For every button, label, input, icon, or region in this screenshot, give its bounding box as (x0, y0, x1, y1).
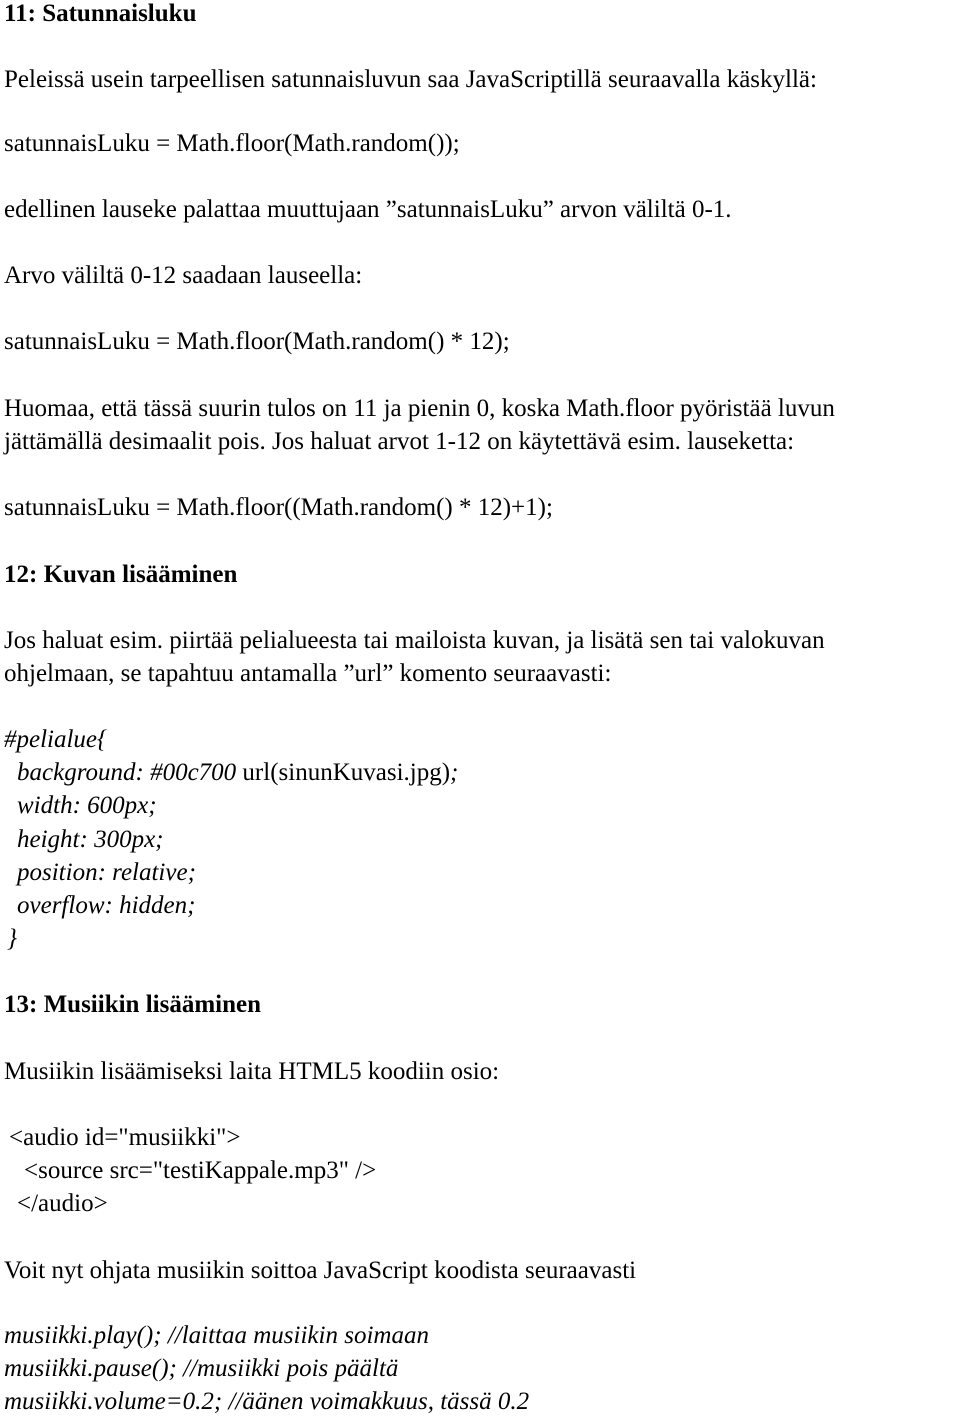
html-audio-open: <audio id="musiikki"> (9, 1124, 241, 1151)
css-background-url: url(sinunKuvasi.jpg) (242, 759, 451, 786)
code-example-2: satunnaisLuku = Math.floor(Math.random() * 12); (4, 328, 510, 355)
css-background-property: background: #00c700 (17, 759, 243, 786)
section-11-text-1: edellinen lauseke palattaa muuttujaan ”satunnaisLuku” arvon väliltä 0-1. (4, 196, 732, 223)
section-12-text-line-2: ohjelmaan, se tapahtuu antamalla ”url” komento seuraavasti: (4, 660, 612, 687)
js-volume-line: musiikki.volume=0.2; //äänen voimakkuus, tässä 0.2 (4, 1388, 530, 1415)
section-13-text-2: Voit nyt ohjata musiikin soittoa JavaScript koodista seuraavasti (4, 1257, 637, 1284)
css-position-line: position: relative; (17, 859, 196, 886)
css-height-line: height: 300px; (17, 826, 164, 853)
css-overflow-line: overflow: hidden; (17, 892, 196, 919)
css-background-end: ; (450, 759, 459, 786)
section-11-note-line-2: jättämällä desimaalit pois. Jos haluat arvot 1-12 on käytettävä esim. lauseketta: (4, 428, 795, 455)
section-12-heading: 12: Kuvan lisääminen (4, 561, 238, 588)
section-13-heading: 13: Musiikin lisääminen (4, 991, 261, 1018)
section-12-text-line-1: Jos haluat esim. piirtää pelialueesta tai mailoista kuvan, ja lisätä sen tai valokuvan (4, 627, 825, 654)
html-audio-close: </audio> (17, 1190, 108, 1217)
css-selector-line: #pelialue{ (4, 726, 108, 753)
section-13-text-1: Musiikin lisäämiseksi laita HTML5 koodiin osio: (4, 1058, 500, 1085)
code-example-1: satunnaisLuku = Math.floor(Math.random()); (4, 130, 460, 157)
html-source-line: <source src="testiKappale.mp3" /> (24, 1157, 377, 1184)
section-11-heading: 11: Satunnaisluku (4, 0, 197, 27)
section-11-text-2: Arvo väliltä 0-12 saadaan lauseella: (4, 262, 363, 289)
code-example-3: satunnaisLuku = Math.floor((Math.random() * 12)+1); (4, 494, 553, 521)
section-11-note-line-1: Huomaa, että tässä suurin tulos on 11 ja pienin 0, koska Math.floor pyöristää luvun (4, 395, 835, 422)
js-pause-line: musiikki.pause(); //musiikki pois päältä (4, 1355, 399, 1382)
css-close-brace: } (7, 925, 17, 952)
css-background-line (17, 758, 458, 788)
section-11-intro: Peleissä usein tarpeellisen satunnaisluvun saa JavaScriptillä seuraavalla käskyllä: (4, 66, 817, 93)
css-width-line: width: 600px; (17, 792, 157, 819)
js-play-line: musiikki.play(); //laittaa musiikin soimaan (4, 1322, 429, 1349)
